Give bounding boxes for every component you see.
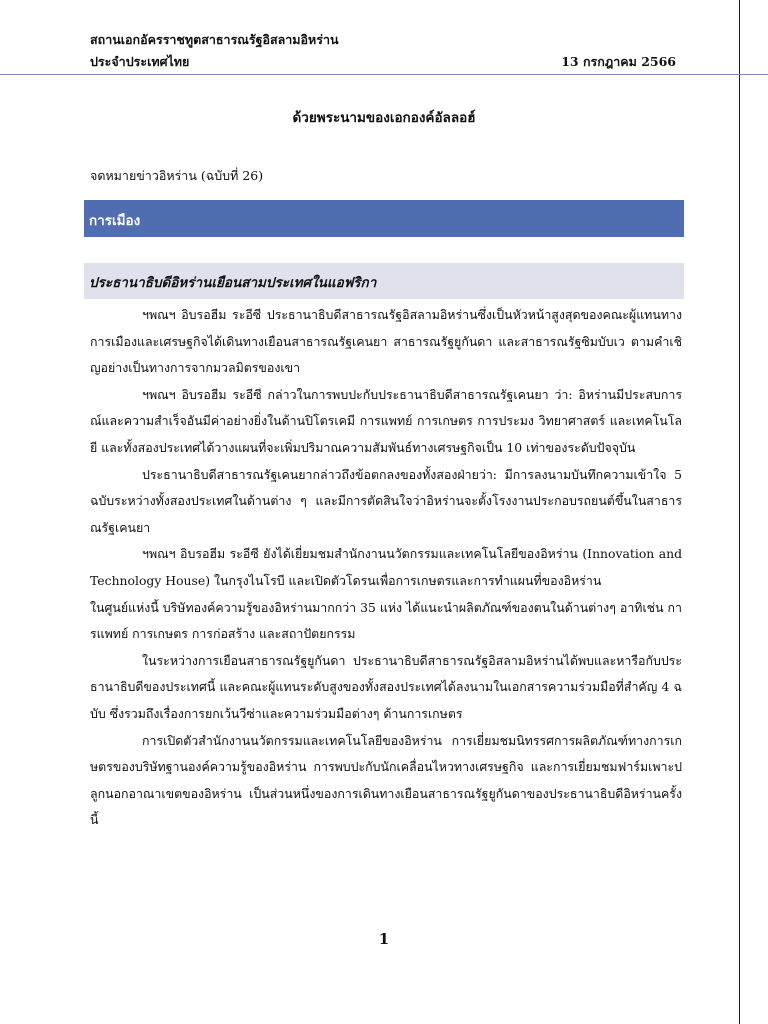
header-date: 13 กรกฎาคม 2566 (561, 54, 676, 69)
header-divider (0, 74, 768, 75)
article-heading-bar (84, 263, 684, 299)
paragraph: ในระหว่างการเยือนสาธารณรัฐยูกันดา ประธานาธิบดีสาธารณรัฐอิสลามอิหร่านได้พบและหารือกับประธานาธิบดีของประเทศนี้ และคณะผู้แทนระดับสูงของทั้งสองประเทศได้ลงนามในเอกสารความร่วมมือที่สำคัญ 4 ฉบับ ซึ่งรวมถึงเรื่องการยกเว้นวีซ่าและความร่วมมือต่างๆ ด้านการเกษตร (90, 652, 682, 721)
section-heading: การเมือง (89, 213, 141, 229)
article-heading: ประธานาธิบดีอิหร่านเยือนสามประเทศในแอฟริกา (89, 275, 377, 291)
header-country: ประจำประเทศไทย (90, 54, 190, 69)
paragraph: ฯพณฯ อิบรอฮีม ระอีซี ยังได้เยี่ยมชมสำนักงานนวัตกรรมและเทคโนโลยีของอิหร่าน (Innovation and Technology House) ในกรุงไนโรบี และเปิดตัวโดรนเพื่อการเกษตรและการทำแผนที่ของอิหร่าน (90, 546, 682, 588)
right-margin-rule (739, 0, 740, 1024)
paragraph: ในศูนย์แห่งนี้ บริษัทองค์ความรู้ของอิหร่านมากกว่า 35 แห่ง ได้แนะนำผลิตภัณฑ์ของตนในด้านต่างๆ อาทิเช่น การแพทย์ การเกษตร การก่อสร้าง และสถาปัตยกรรม (90, 599, 682, 642)
paragraph: ประธานาธิบดีสาธารณรัฐเคนยากล่าวถึงข้อตกลงของทั้งสองฝ่ายว่า: มีการลงนามบันทึกความเข้าใจ 5 ฉบับระหว่างทั้งสองประเทศในด้านต่าง ๆ และมีการตัดสินใจว่าอิหร่านจะตั้งโรงงานประกอบรถยนต์ขึ้นในสาธารณรัฐเคนยา (90, 466, 682, 535)
page-number: 1 (378, 930, 390, 948)
article-body (90, 302, 682, 834)
paragraph: ฯพณฯ อิบรอฮีม ระอีซี กล่าวในการพบปะกับประธานาธิบดีสาธารณรัฐเคนยา ว่า: อิหร่านมีประสบการณ์และความสำเร็จอันมีค่าอย่างยิ่งในด้านปิโตรเคมี การแพทย์ การเกษตร การประมง วิทยาศาสตร์ และเทคโนโลยี และทั้งสองประเทศได้วางแผนที่จะเพิ่มปริมาณความสัมพันธ์ทางเศรษฐกิจเป็น 10 เท่าของระดับปัจจุบัน (90, 386, 682, 455)
newsletter-issue: จดหมายข่าวอิหร่าน (ฉบับที่ 26) (90, 168, 264, 183)
section-heading-bar (84, 200, 684, 237)
paragraph: ฯพณฯ อิบรอฮีม ระอีซี ประธานาธิบดีสาธารณรัฐอิสลามอิหร่านซึ่งเป็นหัวหน้าสูงสุดของคณะผู้แทนทางการเมืองและเศรษฐกิจได้เดินทางเยือนสาธารณรัฐเคนยา สาธารณรัฐยูกันดา และสาธารณรัฐซิมบับเว ตามคำเชิญอย่างเป็นทางการจากมวลมิตรของเขา (90, 307, 682, 376)
document-title: ด้วยพระนามของเอกองค์อัลลอฮ์ (292, 110, 476, 126)
paragraph: การเปิดตัวสำนักงานนวัตกรรมและเทคโนโลยีของอิหร่าน การเยี่ยมชมนิทรรศการผลิตภัณฑ์ทางการเกษตรของบริษัทฐานองค์ความรู้ของอิหร่าน การพบปะกับนักเคลื่อนไหวทางเศรษฐกิจ และการเยี่ยมชมฟาร์มเพาะปลูกนอกอาณาเขตของอิหร่าน เป็นส่วนหนึ่งของการเดินทางเยือนสาธารณรัฐยูกันดาของประธานาธิบดีอิหร่านครั้งนี้ (90, 732, 682, 828)
header-organization: สถานเอกอัครราชทูตสาธารณรัฐอิสลามอิหร่าน (90, 32, 339, 47)
